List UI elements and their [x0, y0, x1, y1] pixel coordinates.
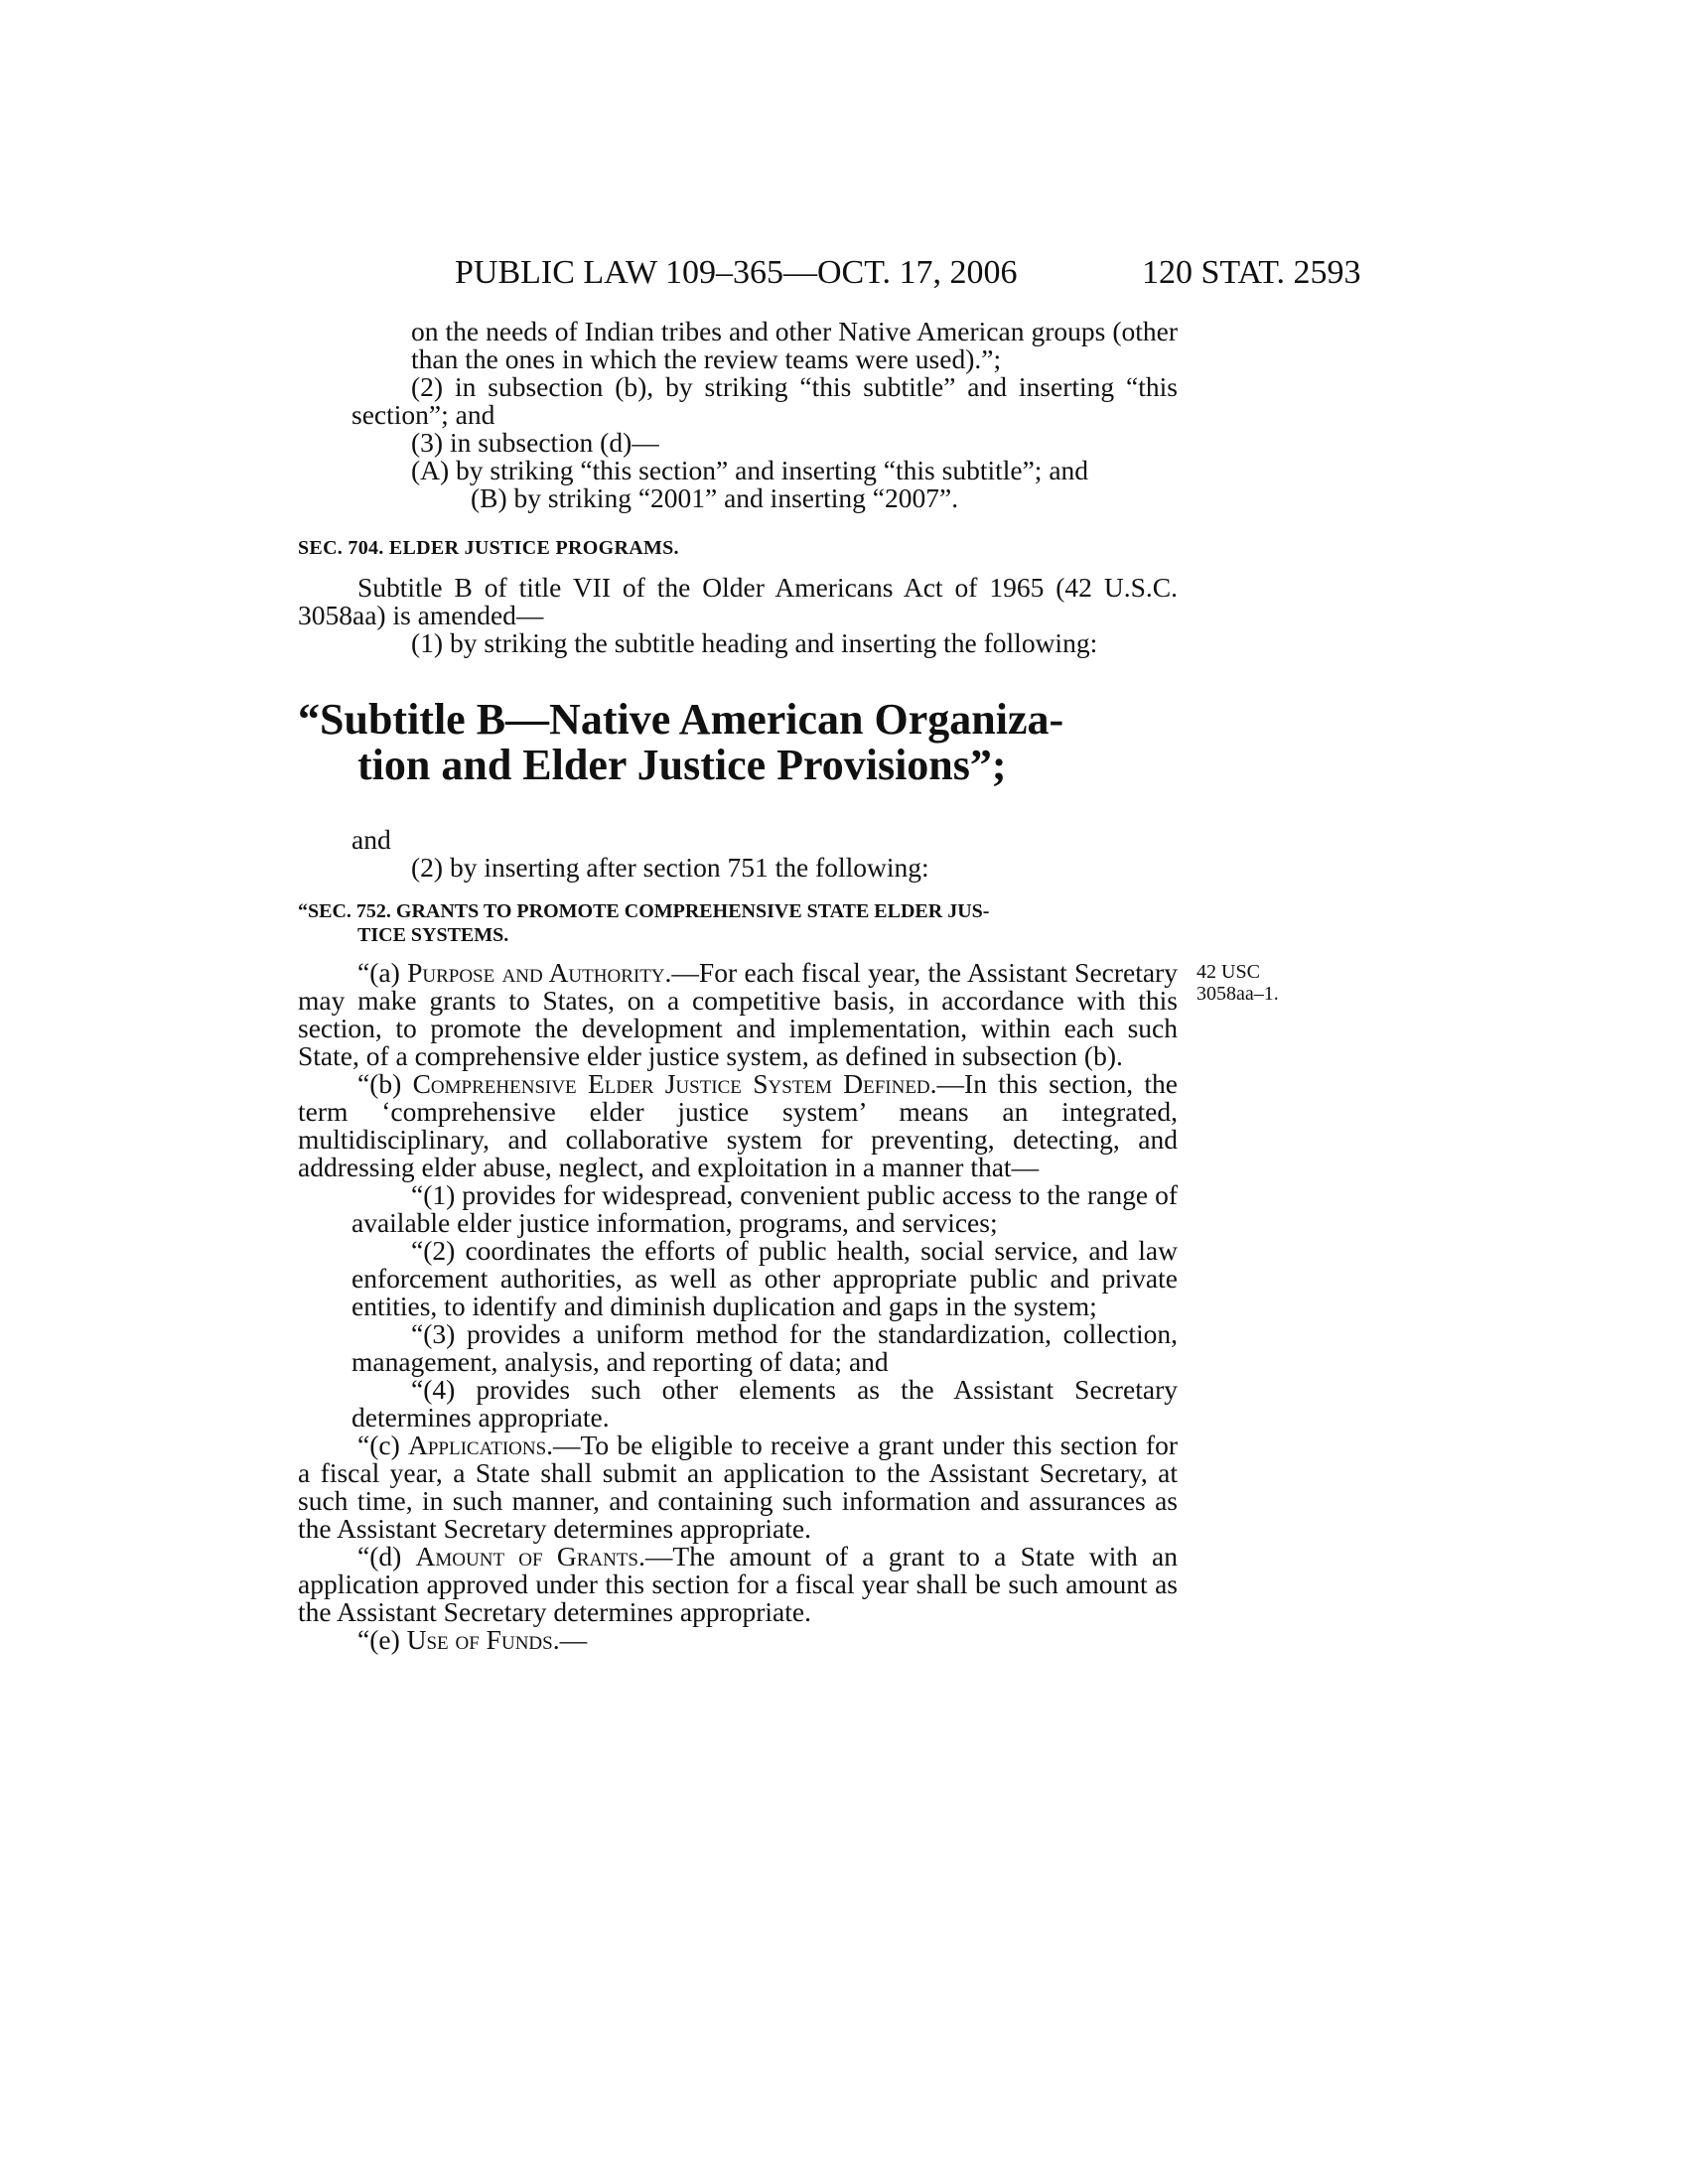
- paragraph: (3) in subsection (d)—: [411, 427, 659, 458]
- running-header-page: 120 STAT. 2593: [1142, 254, 1361, 291]
- document-body: [298, 318, 1178, 1654]
- paragraph: “(3) provides a uniform method for the standardization, collection, management, analysis, and reporting of data; and: [352, 1318, 1178, 1377]
- subsection-lead: “(c): [357, 1430, 408, 1460]
- section-heading: SEC. 704. ELDER JUSTICE PROGRAMS.: [298, 537, 679, 559]
- subsection-d: [298, 1543, 1178, 1626]
- subsection-e: [298, 1626, 1178, 1654]
- margin-note-line: 3058aa–1.: [1196, 983, 1279, 1005]
- subsection-text: .—The amount of a grant to a State with an application approved under this section for a fiscal year shall be such amount as the Assistant Secretary determines appropriate.: [298, 1541, 1178, 1627]
- subtitle-line: tion and Elder Justice Provisions”;: [357, 741, 1007, 789]
- subsection-text: .—In this section, the term ‘comprehensive elder justice system’ means an integrated, multidisciplinary, and collaborative system for preventing, detecting, and addressing elder abuse, neglect, and exploitation in a manner that—: [298, 1068, 1178, 1182]
- subsection-label: Use of Funds: [406, 1624, 553, 1655]
- subsection-text: .—: [552, 1624, 588, 1655]
- subsection-c: [298, 1432, 1178, 1543]
- running-header-title: PUBLIC LAW 109–365—OCT. 17, 2006: [455, 254, 1018, 291]
- margin-note-line: 42 USC: [1196, 961, 1260, 983]
- subsection-lead: “(e): [357, 1624, 407, 1655]
- paragraph: on the needs of Indian tribes and other Native American groups (other than the ones in which the review teams were used).”;: [411, 316, 1178, 374]
- section-heading-line: TICE SYSTEMS.: [357, 924, 509, 946]
- subsection-lead: “(b): [357, 1068, 413, 1099]
- subsection-text: .—To be eligible to receive a grant under this section for a fiscal year, a State shall submit an application to the Assistant Secretary, at such time, in such manner, and containing such information and assurances as the Assistant Secretary determines appropriate.: [298, 1430, 1178, 1544]
- section-heading: [298, 899, 1178, 947]
- paragraph: (2) in subsection (b), by striking “this subtitle” and inserting “this section”; and: [352, 371, 1178, 430]
- margin-note-usc: [1196, 961, 1279, 1005]
- subsection-text: .—For each fiscal year, the Assistant Secretary may make grants to States, on a competitive basis, in accordance with this section, to promote the development and implementation, within each such State, of a comprehensive elder justice system, as defined in subsection (b).: [298, 957, 1178, 1071]
- subsection-a: [298, 959, 1178, 1070]
- subtitle-line: “Subtitle B—Native American Organiza-: [298, 695, 1064, 744]
- paragraph: Subtitle B of title VII of the Older Americans Act of 1965 (42 U.S.C. 3058aa) is amended—: [298, 572, 1178, 630]
- paragraph: (B) by striking “2001” and inserting “2007”.: [471, 482, 959, 513]
- subsection-lead: “(d): [357, 1541, 416, 1571]
- paragraph: (1) by striking the subtitle heading and inserting the following:: [411, 627, 1098, 658]
- subsection-label: Purpose and Authority: [407, 957, 665, 988]
- paragraph: “(2) coordinates the efforts of public health, social service, and law enforcement authorities, as well as other appropriate public and private entities, to identify and diminish duplication and gaps in the system;: [352, 1235, 1178, 1321]
- paragraph: (A) by striking “this section” and inserting “this subtitle”; and: [411, 455, 1089, 485]
- paragraph: “(1) provides for widespread, convenient public access to the range of available elder justice information, programs, and services;: [352, 1179, 1178, 1238]
- subtitle-heading: [298, 697, 1178, 788]
- subsection-b: [298, 1070, 1178, 1181]
- subsection-lead: “(a): [357, 957, 408, 988]
- subsection-label: Comprehensive Elder Justice System Defined: [412, 1068, 930, 1099]
- section-heading-line: “SEC. 752. GRANTS TO PROMOTE COMPREHENSIVE STATE ELDER JUS-: [298, 900, 990, 922]
- paragraph: (2) by inserting after section 751 the following:: [411, 852, 929, 883]
- paragraph: and: [352, 824, 391, 855]
- subsection-label: Applications: [408, 1430, 547, 1460]
- subsection-label: Amount of Grants: [415, 1541, 639, 1571]
- paragraph: “(4) provides such other elements as the Assistant Secretary determines appropriate.: [352, 1374, 1178, 1433]
